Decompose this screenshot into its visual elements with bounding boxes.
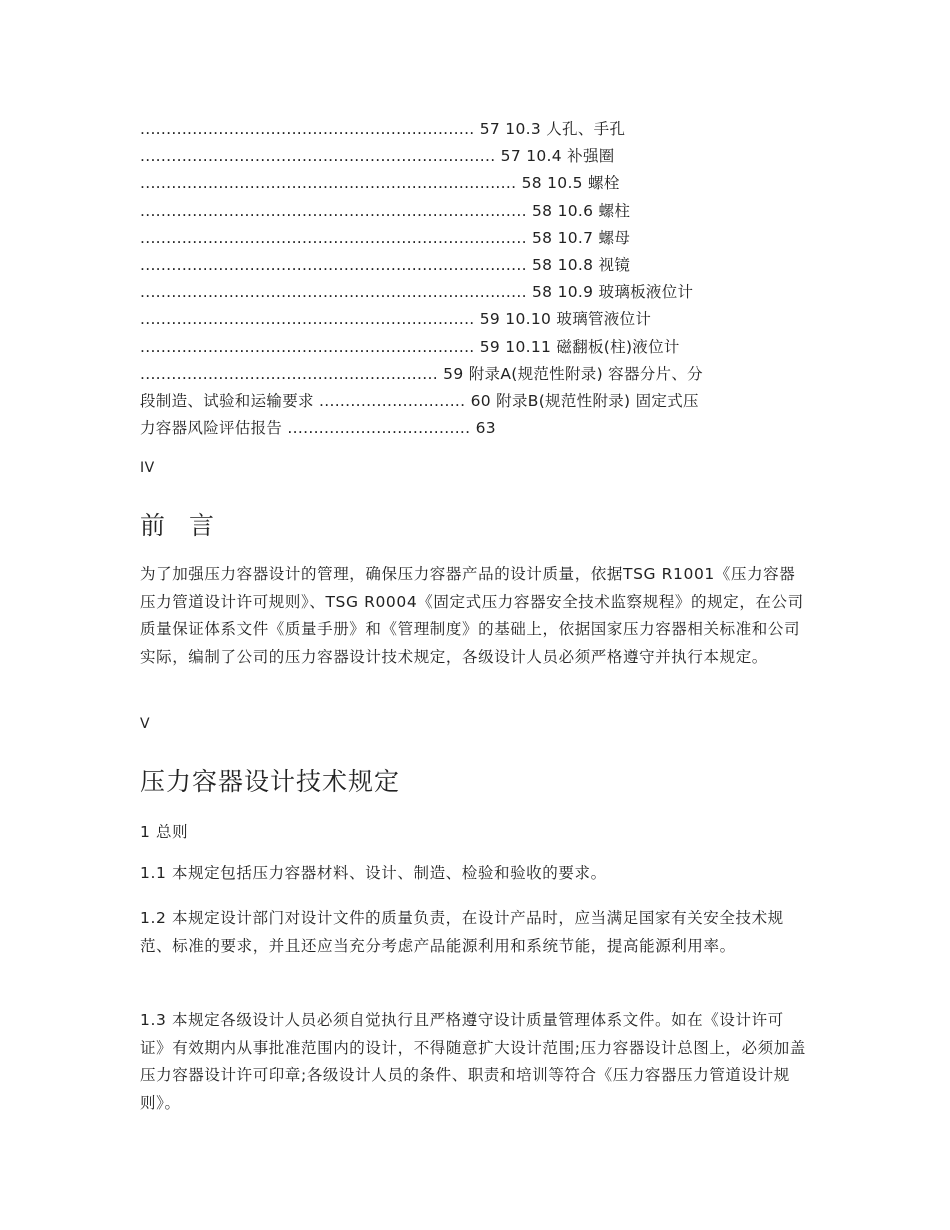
- toc-line[interactable]: .......................................................................... 58 10.7 螺母: [140, 228, 631, 247]
- toc-line[interactable]: ......................................................... 59 附录A(规范性附录) 容器分片、分: [140, 364, 703, 383]
- toc-line[interactable]: 力容器风险评估报告 ................................... 63: [140, 419, 496, 438]
- toc-line[interactable]: 段制造、试验和运输要求 ............................ 60 附录B(规范性附录) 固定式压: [140, 391, 699, 410]
- foreword-paragraph: 为了加强压力容器设计的管理，确保压力容器产品的设计质量，依据TSG R1001《压力容器压力管道设计许可规则》、TSG R0004《固定式压力容器安全技术监察规程》的规定，在公司质量保证体系文件《质量手册》和《管理制度》的基础上，依据国家压力容器相关标准和公司实际，编制了公司的压力容器设计技术规定，各级设计人员必须严格遵守并执行本规定。: [140, 565, 804, 666]
- foreword-heading: 前 言: [140, 511, 222, 540]
- clause-1-3: 1.3 本规定各级设计人员必须自觉执行且严格遵守设计质量管理体系文件。如在《设计许可证》有效期内从事批准范围内的设计，不得随意扩大设计范围;压力容器设计总图上，必须加盖压力容器设计许可印章;各级设计人员的条件、职责和培训等符合《压力容器压力管道设计规则》。: [140, 1011, 806, 1112]
- toc-line[interactable]: .................................................................... 57 10.4 补强圈: [140, 147, 615, 166]
- document-title: 压力容器设计技术规定: [140, 767, 401, 796]
- toc-line[interactable]: ................................................................ 57 10.3 人孔、手孔: [140, 120, 626, 138]
- toc-line[interactable]: .......................................................................... 58 10.9 玻璃板液位计: [140, 283, 694, 302]
- toc-line[interactable]: .......................................................................... 58 10.8 视镜: [140, 255, 631, 274]
- clause-1-2: 1.2 本规定设计部门对设计文件的质量负责，在设计产品时，应当满足国家有关安全技术规范、标准的要求，并且还应当充分考虑产品能源利用和系统节能，提高能源利用率。: [140, 909, 784, 955]
- page-number-v: V: [140, 716, 151, 732]
- toc-line[interactable]: ................................................................ 59 10.11 磁翻板(柱)液位计: [140, 337, 680, 356]
- section-heading-general: 1 总则: [140, 823, 189, 841]
- toc-line[interactable]: ................................................................ 59 10.10 玻璃管液位计: [140, 310, 652, 329]
- toc-line[interactable]: .......................................................................... 58 10.6 螺柱: [140, 201, 631, 220]
- clause-1-1: 1.1 本规定包括压力容器材料、设计、制造、检验和验收的要求。: [140, 864, 607, 882]
- table-of-contents: [140, 116, 808, 442]
- toc-line[interactable]: ........................................................................ 58 10.5 螺栓: [140, 174, 620, 193]
- page-number-iv: IV: [140, 460, 155, 476]
